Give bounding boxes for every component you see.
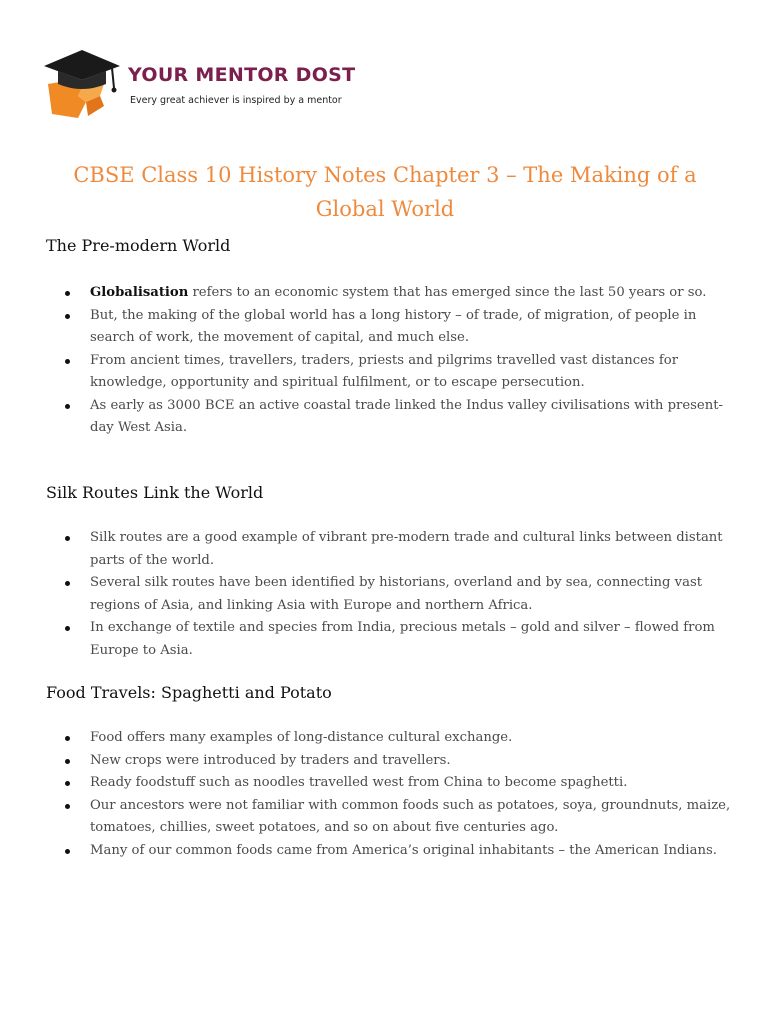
bullet-dot-icon xyxy=(65,359,70,364)
bullet-list-food-travels xyxy=(62,727,732,862)
list-item-text: Silk routes are a good example of vibrant pre-modern trade and cultural links between distant parts of the world. xyxy=(90,530,723,568)
list-item xyxy=(62,795,732,840)
list-item-text: refers to an economic system that has emerged since the last 50 years or so. xyxy=(188,285,707,300)
list-item xyxy=(62,617,732,662)
list-item xyxy=(62,282,732,305)
list-item xyxy=(62,350,732,395)
bullet-dot-icon xyxy=(65,581,70,586)
bullet-dot-icon xyxy=(65,736,70,741)
bullet-dot-icon xyxy=(65,804,70,809)
list-item-text: Ready foodstuff such as noodles travelled west from China to become spaghetti. xyxy=(90,775,628,790)
brand-logo xyxy=(42,44,362,124)
bullet-list-pre-modern-world xyxy=(62,282,732,440)
list-item-text: In exchange of textile and species from India, precious metals – gold and silver – flowed from Europe to Asia. xyxy=(90,620,715,658)
list-item-text: Our ancestors were not familiar with common foods such as potatoes, soya, groundnuts, maize, tomatoes, chillies, sweet potatoes, and so on about five centuries ago. xyxy=(90,797,731,835)
section-heading-pre-modern-world: The Pre-modern World xyxy=(46,236,231,255)
section-heading-silk-routes: Silk Routes Link the World xyxy=(46,483,264,502)
brand-name: YOUR MENTOR DOST xyxy=(128,64,356,86)
list-item xyxy=(62,840,732,863)
list-item xyxy=(62,527,732,572)
bullet-dot-icon xyxy=(65,781,70,786)
list-item xyxy=(62,395,732,440)
bullet-dot-icon xyxy=(65,536,70,541)
bullet-dot-icon xyxy=(65,849,70,854)
list-item xyxy=(62,572,732,617)
brand-tagline: Every great achiever is inspired by a mentor xyxy=(130,95,342,106)
list-item-text: Food offers many examples of long-distance cultural exchange. xyxy=(90,730,513,745)
list-item xyxy=(62,772,732,795)
bullet-list-silk-routes xyxy=(62,527,732,662)
list-item xyxy=(62,727,732,750)
list-item-text: As early as 3000 BCE an active coastal trade linked the Indus valley civilisations with present-day West Asia. xyxy=(90,397,723,435)
list-item xyxy=(62,750,732,773)
bullet-dot-icon xyxy=(65,404,70,409)
list-item-text: From ancient times, travellers, traders, priests and pilgrims travelled vast distances for knowledge, opportunity and spiritual fulfilment, or to escape persecution. xyxy=(90,352,679,390)
list-item-text: Several silk routes have been identified by historians, overland and by sea, connecting vast regions of Asia, and linking Asia with Europe and northern Africa. xyxy=(90,575,703,613)
list-item-text: New crops were introduced by traders and travellers. xyxy=(90,752,451,768)
graduation-cap-logo-icon xyxy=(42,44,122,122)
list-item-text: But, the making of the global world has a long history – of trade, of migration, of people in search of work, the movement of capital, and much else. xyxy=(90,307,697,345)
bullet-dot-icon xyxy=(65,291,70,296)
list-item xyxy=(62,305,732,350)
section-heading-food-travels: Food Travels: Spaghetti and Potato xyxy=(46,683,332,702)
bullet-dot-icon xyxy=(65,314,70,319)
keyword-globalisation: Globalisation xyxy=(90,285,189,300)
bullet-dot-icon xyxy=(65,759,70,764)
bullet-dot-icon xyxy=(65,626,70,631)
document-title: CBSE Class 10 History Notes Chapter 3 – The Making of a Global World xyxy=(73,163,697,221)
list-item-text: Many of our common foods came from America’s original inhabitants – the American Indians. xyxy=(90,842,717,858)
